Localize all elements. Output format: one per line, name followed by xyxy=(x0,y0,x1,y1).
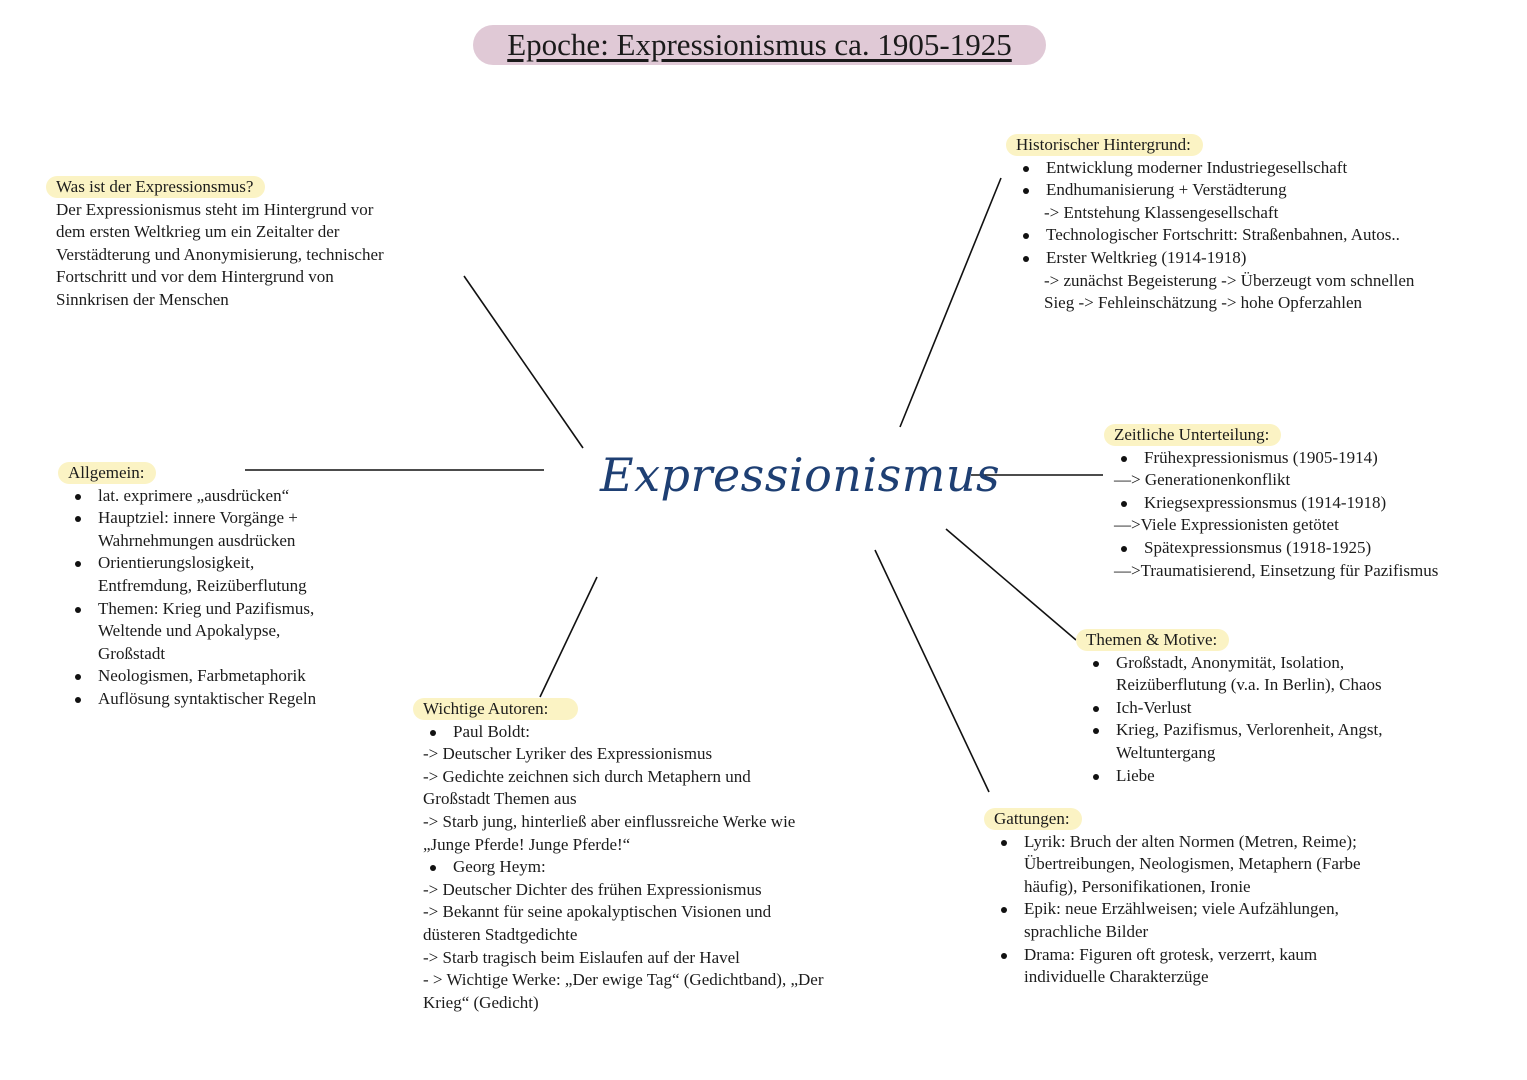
sub-line: —>Viele Expressionisten getötet xyxy=(1114,515,1339,535)
text-line: düsteren Stadtgedichte xyxy=(423,924,578,944)
sub-line: —> Generationenkonflikt xyxy=(1114,470,1291,490)
text-line: dem ersten Weltkrieg um ein Zeitalter der xyxy=(56,222,340,242)
item-line: Hauptziel: innere Vorgänge + xyxy=(98,508,298,528)
section-heading: Themen & Motive: xyxy=(1076,629,1229,651)
line-historisch xyxy=(900,178,1001,427)
item-line: Großstadt, Anonymität, Isolation, xyxy=(1116,652,1345,672)
item-line: Themen: Krieg und Pazifismus, xyxy=(98,598,315,618)
item-line: lat. exprimere „ausdrücken“ xyxy=(98,485,290,505)
item-line: Großstadt xyxy=(98,643,166,663)
author-name: Paul Boldt: xyxy=(423,721,903,744)
section-heading: Historischer Hintergrund: xyxy=(1006,134,1203,156)
item-line: Wahrnehmungen ausdrücken xyxy=(98,530,296,550)
author-name: Georg Heym: xyxy=(423,856,903,879)
section-themen xyxy=(1086,629,1466,787)
list-item xyxy=(1086,765,1466,788)
list-item: Kriegsexpressionsmus (1914-1918) xyxy=(1114,492,1514,515)
list-item: Frühexpressionismus (1905-1914) xyxy=(1114,447,1514,470)
line-was-ist xyxy=(464,276,583,448)
item-line: Auflösung syntaktischer Regeln xyxy=(98,688,317,708)
list-item xyxy=(1016,224,1506,247)
section-historisch xyxy=(1016,134,1506,315)
line-themen xyxy=(946,529,1076,640)
list-item xyxy=(1086,697,1466,720)
text-line: - > Wichtige Werke: „Der ewige Tag“ (Gedichtband), „Der xyxy=(423,970,824,990)
list-item xyxy=(1086,719,1466,764)
text-line: „Junge Pferde! Junge Pferde!“ xyxy=(423,834,631,854)
item-line: Reizüberflutung (v.a. In Berlin), Chaos xyxy=(1116,675,1382,695)
text-line: Sinnkrisen der Menschen xyxy=(56,289,229,309)
text-line: -> Deutscher Lyriker des Expressionismus xyxy=(423,744,713,764)
item-line: Orientierungslosigkeit, xyxy=(98,553,255,573)
line-autoren xyxy=(540,577,597,697)
section-gattungen xyxy=(994,808,1454,989)
list-item xyxy=(68,552,388,597)
list-item xyxy=(68,598,388,666)
section-allgemein xyxy=(68,462,388,711)
item-line: Ich-Verlust xyxy=(1116,697,1192,717)
text-line: Großstadt Themen aus xyxy=(423,789,577,809)
page-title: Epoche: Expressionismus ca. 1905-1925 xyxy=(507,27,1012,62)
list-item xyxy=(68,485,388,508)
list-item xyxy=(994,898,1454,943)
section-heading: Wichtige Autoren: xyxy=(413,698,578,720)
item-line: Übertreibungen, Neologismen, Metaphern (Farbe xyxy=(1024,854,1361,874)
sub-line: -> Entstehung Klassengesellschaft xyxy=(1044,202,1279,222)
center-topic: Expressionismus xyxy=(600,448,1001,502)
item-line: häufig), Personifikationen, Ironie xyxy=(1024,876,1251,896)
text-line: Krieg“ (Gedicht) xyxy=(423,992,539,1012)
list-item xyxy=(1016,157,1506,180)
item-line: individuelle Charakterzüge xyxy=(1024,967,1209,987)
list-item xyxy=(1016,179,1506,202)
section-heading: Gattungen: xyxy=(984,808,1082,830)
sub-line: —>Traumatisierend, Einsetzung für Pazifismus xyxy=(1114,560,1439,580)
item-line: Liebe xyxy=(1116,765,1155,785)
section-zeitlich xyxy=(1114,424,1514,582)
item-line: Endhumanisierung + Verstädterung xyxy=(1046,180,1287,200)
section-autoren xyxy=(423,698,903,1014)
section-was-ist xyxy=(56,176,476,312)
list-item xyxy=(1086,652,1466,697)
list-item xyxy=(68,688,388,711)
text-line: Verstädterung und Anonymisierung, technischer xyxy=(56,244,384,264)
text-line: Der Expressionismus steht im Hintergrund vor xyxy=(56,199,374,219)
text-line: -> Starb tragisch beim Eislaufen auf der Havel xyxy=(423,947,740,967)
list-item xyxy=(1016,247,1506,270)
list-item: Spätexpressionsmus (1918-1925) xyxy=(1114,537,1514,560)
sub-line: Sieg -> Fehleinschätzung -> hohe Opferzahlen xyxy=(1044,293,1362,313)
item-line: Krieg, Pazifismus, Verlorenheit, Angst, xyxy=(1116,720,1383,740)
text-line: -> Bekannt für seine apokalyptischen Visionen und xyxy=(423,902,772,922)
item-line: Erster Weltkrieg (1914-1918) xyxy=(1046,247,1247,267)
sub-line: -> zunächst Begeisterung -> Überzeugt vom schnellen xyxy=(1044,270,1415,290)
item-line: Entfremdung, Reizüberflutung xyxy=(98,575,307,595)
list-item xyxy=(994,944,1454,989)
list-item xyxy=(994,831,1454,899)
item-line: Weltende und Apokalypse, xyxy=(98,621,281,641)
text-line: -> Deutscher Dichter des frühen Expressionismus xyxy=(423,879,762,899)
item-line: Entwicklung moderner Industriegesellschaft xyxy=(1046,157,1348,177)
text-line: Fortschritt und vor dem Hintergrund von xyxy=(56,267,334,287)
item-line: Drama: Figuren oft grotesk, verzerrt, kaum xyxy=(1024,944,1318,964)
text-line: -> Gedichte zeichnen sich durch Metaphern und xyxy=(423,766,751,786)
list-item xyxy=(68,665,388,688)
list-item xyxy=(68,507,388,552)
item-line: Lyrik: Bruch der alten Normen (Metren, Reime); xyxy=(1024,831,1357,851)
section-heading: Allgemein: xyxy=(58,462,156,484)
item-line: Epik: neue Erzählweisen; viele Aufzählungen, xyxy=(1024,899,1339,919)
item-line: Technologischer Fortschritt: Straßenbahnen, Autos.. xyxy=(1046,225,1400,245)
section-heading: Zeitliche Unterteilung: xyxy=(1104,424,1281,446)
text-line: -> Starb jung, hinterließ aber einflussreiche Werke wie xyxy=(423,811,796,831)
section-heading: Was ist der Expressionsmus? xyxy=(46,176,265,198)
item-line: Weltuntergang xyxy=(1116,742,1216,762)
item-line: sprachliche Bilder xyxy=(1024,921,1149,941)
item-line: Neologismen, Farbmetaphorik xyxy=(98,666,306,686)
